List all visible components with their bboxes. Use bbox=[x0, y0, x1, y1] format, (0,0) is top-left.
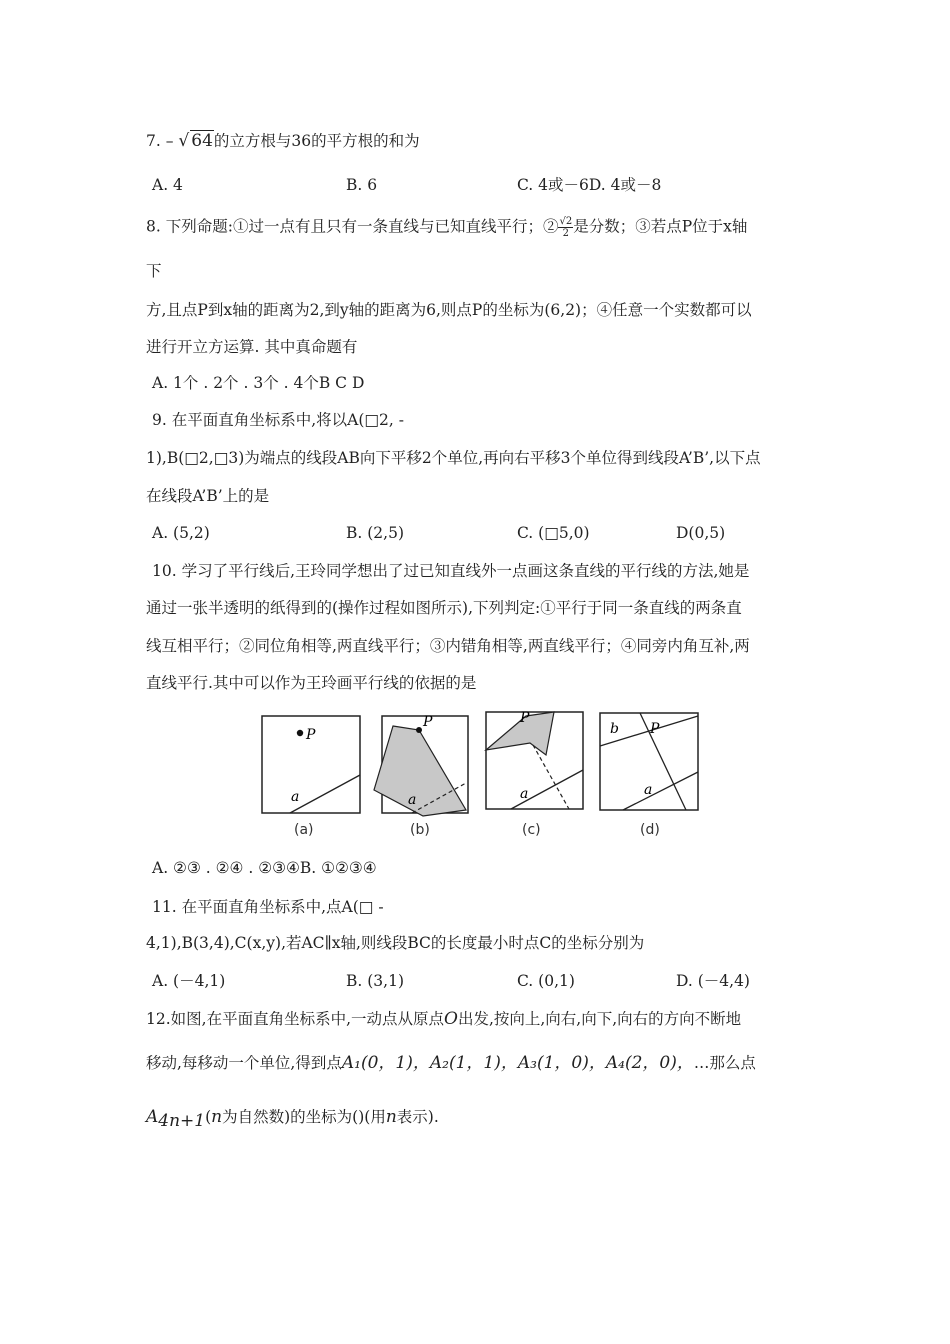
q7-option-a: A. 4 bbox=[152, 176, 183, 194]
q7-suffix: 的立方根与36的平方根的和为 bbox=[213, 132, 420, 150]
q11-option-d: D. (－4,4) bbox=[676, 972, 750, 990]
q11-option-a: A. (－4,1) bbox=[152, 972, 226, 990]
q10-line2: 通过一张半透明的纸得到的(操作过程如图所示),下列判定:①平行于同一条直线的两条直 bbox=[146, 599, 742, 617]
q11-option-b: B. (3,1) bbox=[346, 972, 404, 990]
q8-options: A. 1个 . 2个 . 3个 . 4个B C D bbox=[152, 374, 365, 392]
q10-figure bbox=[258, 710, 708, 849]
figure-c-label-p: P bbox=[520, 710, 530, 726]
figure-c-caption: (c) bbox=[522, 822, 541, 838]
q12-point-a3: A₃(1，0)， bbox=[517, 1053, 606, 1073]
q12-line3 bbox=[146, 1107, 439, 1131]
figure-b-caption: (b) bbox=[410, 822, 430, 838]
q7-prefix: 7. – bbox=[146, 132, 179, 150]
sqrt-symbol: √ 64 bbox=[178, 131, 213, 151]
figure-d bbox=[600, 713, 698, 810]
figure-b-point-p bbox=[416, 727, 422, 733]
q8-frac-den: 2 bbox=[562, 228, 569, 239]
figure-d-label-a: a bbox=[644, 782, 653, 798]
q12-line2 bbox=[146, 1053, 756, 1073]
figure-a-point-p bbox=[297, 730, 303, 736]
q11-line2: 4,1),B(3,4),C(x,y),若AC∥x轴,则线段BC的长度最小时点C的坐标分别为 bbox=[146, 934, 645, 952]
q12-var-n: n bbox=[211, 1107, 223, 1127]
figure-d-caption: (d) bbox=[640, 822, 660, 838]
q12-line1 bbox=[146, 1009, 741, 1029]
q10-options: A. ②③ . ②④ . ②③④B. ①②③④ bbox=[152, 859, 377, 877]
q12-point-a2: A₂(1，1)， bbox=[429, 1053, 518, 1073]
q12-paren: ( bbox=[205, 1108, 212, 1126]
q7-radicand: 64 bbox=[191, 131, 213, 151]
q9-option-b: B. (2,5) bbox=[346, 524, 404, 542]
q8-line1-a: 8. 下列命题:①过一点有且只有一条直线与已知直线平行；② bbox=[146, 217, 559, 236]
figure-a-label-a: a bbox=[291, 789, 300, 805]
figure-b-folded-paper bbox=[374, 726, 466, 816]
q12-subscript: 4n+1 bbox=[158, 1111, 206, 1132]
q12-line3-c: 表示). bbox=[396, 1108, 439, 1126]
figure-b-label-p: P bbox=[423, 714, 433, 730]
q8-line3: 方,且点P到x轴的距离为2,到y轴的距离为6,则点P的坐标为(6,2)；④任意一个实数都可以 bbox=[146, 301, 752, 319]
q7-option-cd: C. 4或－6D. 4或－8 bbox=[517, 176, 662, 194]
q7-stem bbox=[146, 131, 420, 151]
q12-line1-b: 出发,按向上,向右,向下,向右的方向不断地 bbox=[457, 1010, 742, 1028]
figure-d-line-a bbox=[623, 772, 698, 810]
q8-frac-num: √2 bbox=[559, 216, 573, 227]
figure-c-fold-line bbox=[533, 745, 569, 809]
q9-option-d: D(0,5) bbox=[676, 524, 726, 542]
q8-line1 bbox=[146, 216, 747, 239]
q9-line2: 1),B(□2,□3)为端点的线段AB向下平移2个单位,再向右平移3个单位得到线段A’B’,以下点 bbox=[146, 449, 761, 467]
q11-line1: 11. 在平面直角坐标系中,点A(□ - bbox=[152, 898, 384, 916]
q8-line4: 进行开立方运算. 其中真命题有 bbox=[146, 338, 358, 356]
figure-b bbox=[374, 714, 468, 816]
q9-line1: 9. 在平面直角坐标系中,将以A(□2, - bbox=[152, 411, 404, 429]
q10-line4: 直线平行.其中可以作为王玲画平行线的依据的是 bbox=[146, 674, 477, 692]
figure-d-label-p: P bbox=[650, 721, 660, 737]
q12-point-a4: A₄(2，0)， bbox=[605, 1053, 694, 1073]
q10-line3: 线互相平行；②同位角相等,两直线平行；③内错角相等,两直线平行；④同旁内角互补,两 bbox=[146, 637, 750, 655]
figure-c bbox=[486, 710, 583, 809]
q12-line2-a: 移动,每移动一个单位,得到点 bbox=[146, 1054, 342, 1072]
q12-point-a1: A₁(0，1)， bbox=[341, 1053, 430, 1073]
q8-line1-b: 是分数；③若点P位于x轴 bbox=[573, 217, 748, 236]
figure-a-label-p: P bbox=[306, 727, 316, 743]
figure-b-label-a: a bbox=[408, 792, 417, 808]
figure-a bbox=[262, 716, 360, 813]
q12-line1-a: 12.如图,在平面直角坐标系中,一动点从原点 bbox=[146, 1010, 445, 1028]
q9-option-a: A. (5,2) bbox=[152, 524, 210, 542]
q11-option-c: C. (0,1) bbox=[517, 972, 575, 990]
q8-fraction bbox=[558, 216, 573, 239]
q12-var-n2: n bbox=[385, 1107, 397, 1127]
q12-origin: O bbox=[444, 1009, 458, 1029]
figure-c-label-a: a bbox=[520, 786, 529, 802]
figure-d-label-b: b bbox=[610, 721, 619, 737]
q12-var-a: A bbox=[146, 1107, 159, 1127]
q9-option-c: C. (□5,0) bbox=[517, 524, 590, 542]
q10-line1: 10. 学习了平行线后,王玲同学想出了过已知直线外一点画这条直线的平行线的方法,她是 bbox=[152, 562, 750, 580]
q7-option-b: B. 6 bbox=[346, 176, 378, 194]
figure-a-caption: (a) bbox=[294, 822, 314, 838]
figure-a-line-a bbox=[290, 775, 360, 813]
q9-line3: 在线段A’B’上的是 bbox=[146, 487, 270, 505]
q12-line2-b: …那么点 bbox=[693, 1054, 756, 1072]
q12-line3-b: 为自然数)的坐标为()(用 bbox=[222, 1108, 386, 1126]
q8-line2: 下 bbox=[146, 262, 162, 280]
